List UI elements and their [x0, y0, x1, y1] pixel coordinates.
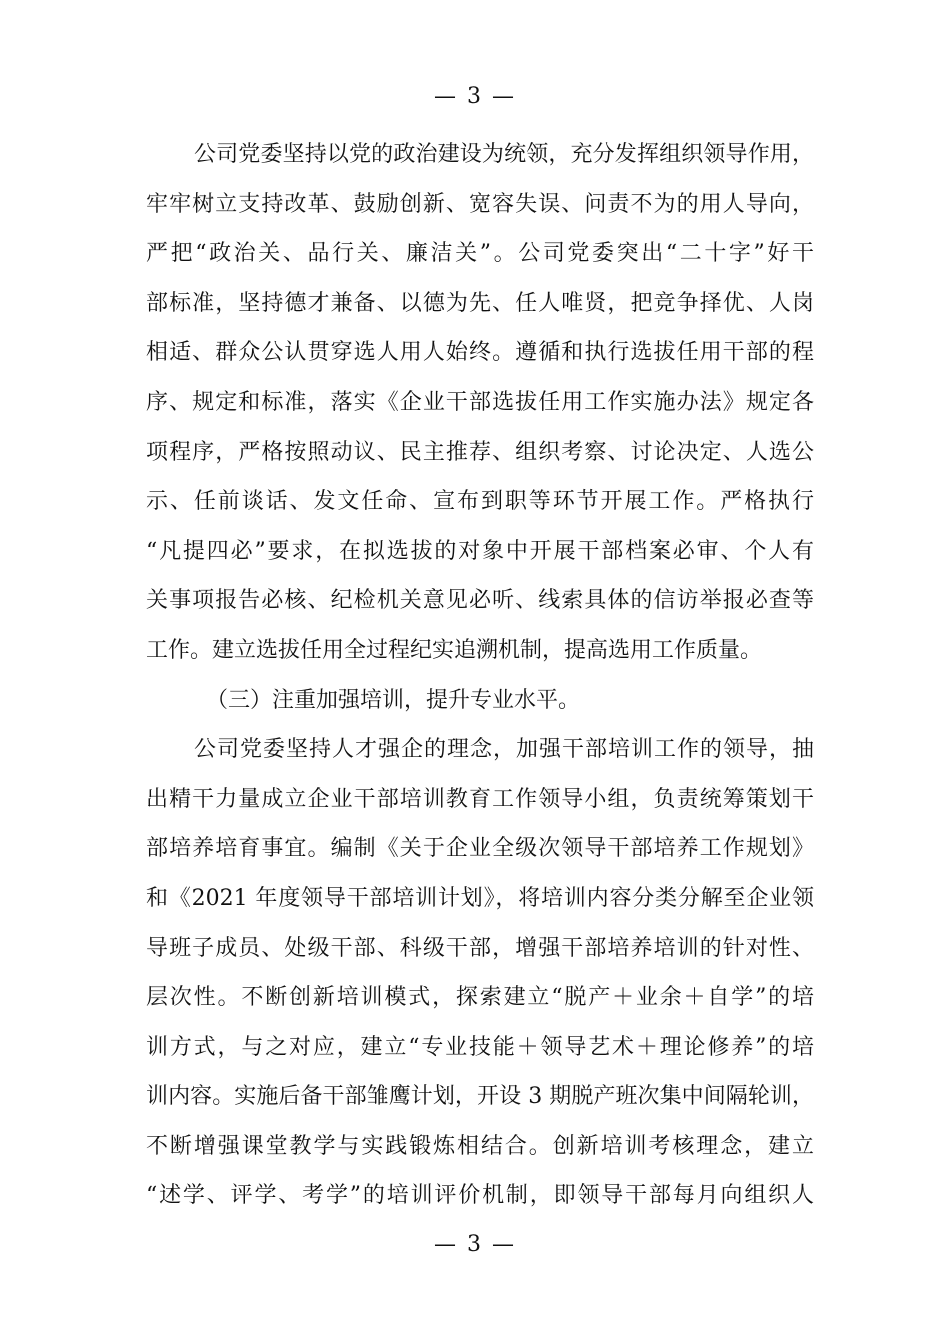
paragraph-1: [146, 130, 814, 676]
text-line: 示、任前谈话、发文任命、宣布到职等环节开展工作。严格执行: [146, 489, 814, 515]
text-line: “述学、评学、考学”的培训评价机制，即领导干部每月向组织人: [146, 1183, 814, 1209]
text-line: 层次性。不断创新培训模式，探索建立“脱产＋业余＋自学”的培: [146, 985, 814, 1011]
paragraph-2: [146, 725, 814, 1221]
text-line: 牢牢树立支持改革、鼓励创新、宽容失误、问责不为的用人导向，: [146, 191, 814, 217]
text-line: 工作。建立选拔任用全过程纪实追溯机制，提高选用工作质量。: [146, 637, 763, 663]
text-line: 项程序，严格按照动议、民主推荐、组织考察、讨论决定、人选公: [146, 439, 814, 465]
page-number-bottom: — 3 —: [434, 1232, 516, 1257]
text-line: 出精干力量成立企业干部培训教育工作领导小组，负责统筹策划干: [146, 786, 814, 812]
text-line: “凡提四必”要求，在拟选拔的对象中开展干部档案必审、个人有: [146, 538, 814, 564]
text-line: 训方式，与之对应，建立“专业技能＋领导艺术＋理论修养”的培: [146, 1034, 814, 1060]
text-line: 严把“政治关、品行关、廉洁关”。公司党委突出“二十字”好干: [146, 241, 814, 267]
text-line: 部标准，坚持德才兼备、以德为先、任人唯贤，把竞争择优、人岗: [146, 290, 814, 316]
page-number-top: — 3 —: [434, 84, 516, 109]
text-line: 相适、群众公认贯穿选人用人始终。遵循和执行选拔任用干部的程: [146, 340, 814, 366]
text-line: 训内容。实施后备干部雏鹰计划，开设 3 期脱产班次集中间隔轮训，: [146, 1084, 814, 1110]
section-heading-3: （三）注重加强培训，提升专业水平。: [206, 687, 581, 713]
text-line: 序、规定和标准，落实《企业干部选拔任用工作实施办法》规定各: [146, 389, 814, 415]
text-line: 部培养培育事宜。编制《关于企业全级次领导干部培养工作规划》: [146, 836, 814, 862]
text-line: 公司党委坚持以党的政治建设为统领，充分发挥组织领导作用，: [194, 142, 814, 167]
document-body: [146, 130, 814, 1221]
text-line: 导班子成员、处级干部、科级干部，增强干部培养培训的针对性、: [146, 935, 814, 961]
text-line: 公司党委坚持人才强企的理念，加强干部培训工作的领导，抽: [194, 737, 814, 763]
text-line: 不断增强课堂教学与实践锻炼相结合。创新培训考核理念，建立: [146, 1133, 814, 1159]
text-line: 关事项报告必核、纪检机关意见必听、线索具体的信访举报必查等: [146, 588, 814, 614]
text-line: 和《2021 年度领导干部培训计划》，将培训内容分类分解至企业领: [146, 885, 814, 911]
